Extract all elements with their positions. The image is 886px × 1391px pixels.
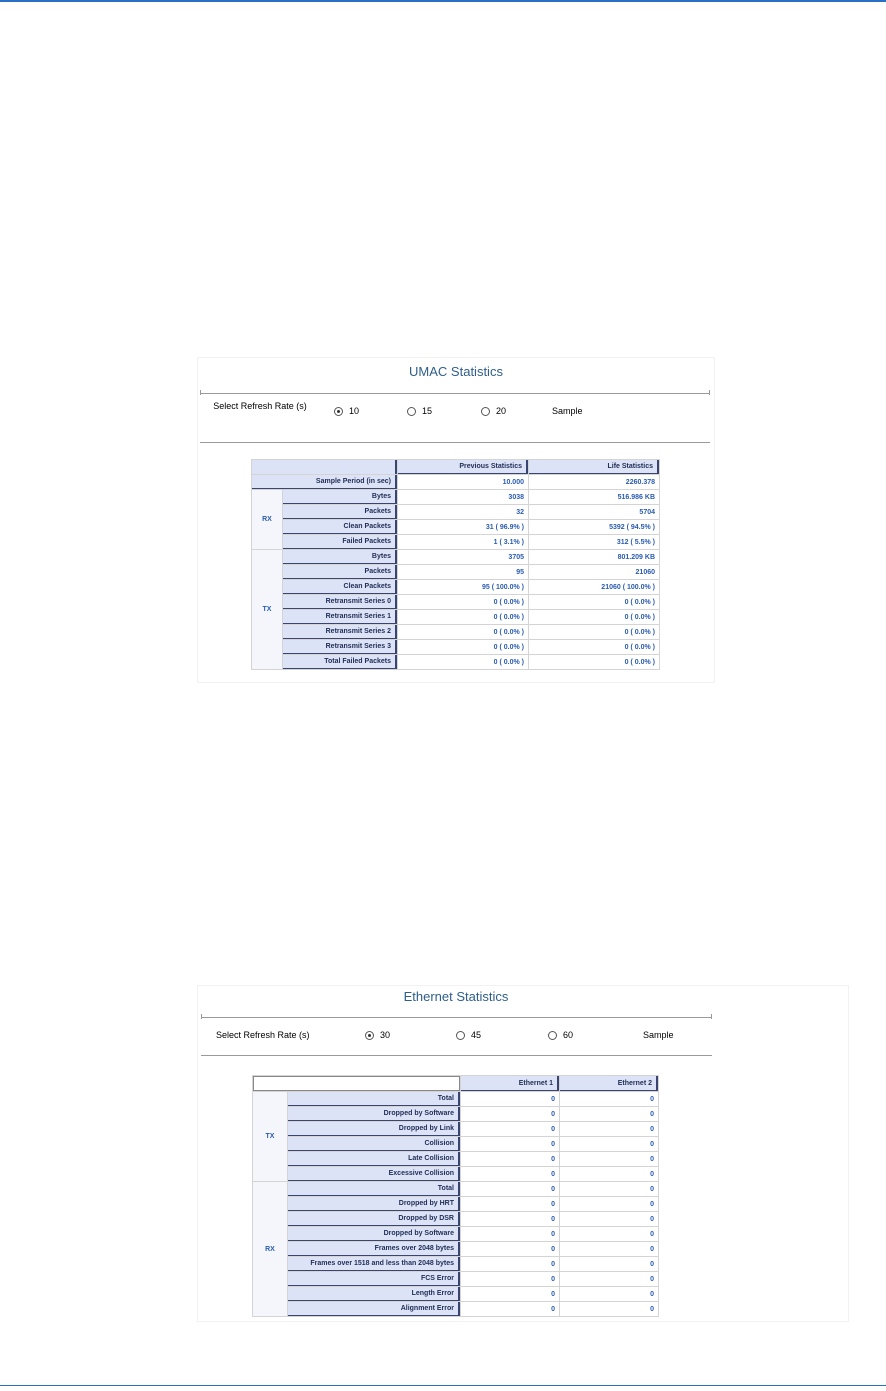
table-row bbox=[252, 565, 659, 579]
row-value: 0 bbox=[560, 1302, 658, 1316]
row-label: Retransmit Series 2 bbox=[283, 625, 397, 639]
row-group-label: RX bbox=[252, 490, 282, 549]
table-row bbox=[253, 1272, 658, 1286]
row-value: 0 bbox=[461, 1227, 559, 1241]
row-label: Dropped by Link bbox=[288, 1122, 460, 1136]
table-row bbox=[253, 1122, 658, 1136]
row-label: Excessive Collision bbox=[288, 1167, 460, 1181]
row-value: 516.986 KB bbox=[529, 490, 659, 504]
row-value: 0 bbox=[560, 1122, 658, 1136]
row-value: 5704 bbox=[529, 505, 659, 519]
umac-refresh-rate-label: Select Refresh Rate (s) bbox=[213, 401, 307, 411]
table-row bbox=[252, 610, 659, 624]
table-corner-cell bbox=[252, 460, 397, 474]
column-header: Ethernet 1 bbox=[461, 1076, 559, 1091]
radio-icon bbox=[334, 407, 343, 416]
row-value: 95 bbox=[398, 565, 528, 579]
table-header-row bbox=[252, 460, 659, 474]
table-header-row bbox=[253, 1076, 658, 1091]
table-row bbox=[253, 1167, 658, 1181]
umac-refresh-rate-bar bbox=[200, 393, 710, 443]
table-row bbox=[253, 1092, 658, 1106]
row-value: 0 bbox=[560, 1092, 658, 1106]
sample-period-value: 10.000 bbox=[398, 475, 528, 489]
table-row bbox=[253, 1302, 658, 1316]
radio-icon bbox=[548, 1031, 557, 1040]
table-row bbox=[252, 640, 659, 654]
row-group-label: TX bbox=[253, 1092, 287, 1181]
ethernet-statistics-table bbox=[252, 1075, 659, 1317]
row-label: Frames over 2048 bytes bbox=[288, 1242, 460, 1256]
row-value: 0 bbox=[461, 1257, 559, 1271]
table-row bbox=[252, 550, 659, 564]
row-label: Failed Packets bbox=[283, 535, 397, 549]
row-value: 21060 ( 100.0% ) bbox=[529, 580, 659, 594]
row-value: 0 bbox=[461, 1197, 559, 1211]
row-value: 0 bbox=[560, 1257, 658, 1271]
row-label: Packets bbox=[283, 565, 397, 579]
row-label: Dropped by DSR bbox=[288, 1212, 460, 1226]
row-label: Packets bbox=[283, 505, 397, 519]
row-value: 0 ( 0.0% ) bbox=[529, 625, 659, 639]
table-row bbox=[253, 1137, 658, 1151]
table-corner-cell bbox=[253, 1076, 460, 1091]
umac-rate-radio-2[interactable]: 20 bbox=[481, 406, 506, 416]
ethernet-sample-link[interactable]: Sample bbox=[643, 1030, 674, 1040]
row-label: Dropped by Software bbox=[288, 1227, 460, 1241]
row-value: 0 bbox=[560, 1152, 658, 1166]
table-row bbox=[253, 1182, 658, 1196]
table-row bbox=[252, 505, 659, 519]
ethernet-refresh-rate-bar bbox=[201, 1017, 712, 1056]
table-row bbox=[252, 520, 659, 534]
row-label: Total Failed Packets bbox=[283, 655, 397, 669]
row-value: 0 ( 0.0% ) bbox=[398, 625, 528, 639]
row-label: Dropped by Software bbox=[288, 1107, 460, 1121]
row-value: 801.209 KB bbox=[529, 550, 659, 564]
row-value: 0 bbox=[461, 1212, 559, 1226]
row-label: Collision bbox=[288, 1137, 460, 1151]
row-value: 0 bbox=[560, 1287, 658, 1301]
table-row bbox=[253, 1152, 658, 1166]
table-row bbox=[253, 1212, 658, 1226]
ethernet-title: Ethernet Statistics bbox=[403, 989, 509, 1004]
row-label: Alignment Error bbox=[288, 1302, 460, 1316]
row-label: Frames over 1518 and less than 2048 bytes bbox=[288, 1257, 460, 1271]
table-row bbox=[252, 475, 659, 489]
row-label: Retransmit Series 3 bbox=[283, 640, 397, 654]
radio-icon bbox=[407, 407, 416, 416]
row-value: 0 bbox=[560, 1197, 658, 1211]
table-row bbox=[252, 595, 659, 609]
table-row bbox=[252, 655, 659, 669]
row-value: 0 ( 0.0% ) bbox=[398, 640, 528, 654]
row-label: Length Error bbox=[288, 1287, 460, 1301]
row-label: Clean Packets bbox=[283, 580, 397, 594]
ethernet-refresh-rate-label: Select Refresh Rate (s) bbox=[216, 1030, 310, 1040]
row-value: 0 bbox=[461, 1272, 559, 1286]
row-label: Bytes bbox=[283, 550, 397, 564]
ethernet-statistics-panel bbox=[197, 985, 849, 1322]
row-value: 1 ( 3.1% ) bbox=[398, 535, 528, 549]
row-value: 32 bbox=[398, 505, 528, 519]
row-value: 0 bbox=[560, 1272, 658, 1286]
row-value: 21060 bbox=[529, 565, 659, 579]
row-value: 5392 ( 94.5% ) bbox=[529, 520, 659, 534]
row-value: 0 bbox=[461, 1092, 559, 1106]
row-value: 0 bbox=[461, 1302, 559, 1316]
table-row bbox=[253, 1107, 658, 1121]
row-value: 0 bbox=[461, 1167, 559, 1181]
page-bottom-rule bbox=[0, 1385, 886, 1386]
row-value: 0 ( 0.0% ) bbox=[529, 595, 659, 609]
table-row bbox=[253, 1197, 658, 1211]
row-value: 0 ( 0.0% ) bbox=[398, 595, 528, 609]
row-label: Bytes bbox=[283, 490, 397, 504]
row-value: 0 ( 0.0% ) bbox=[529, 655, 659, 669]
sample-period-label: Sample Period (in sec) bbox=[252, 475, 397, 489]
table-row bbox=[253, 1242, 658, 1256]
table-row bbox=[253, 1287, 658, 1301]
row-group-label: RX bbox=[253, 1182, 287, 1316]
column-header: Previous Statistics bbox=[398, 460, 528, 474]
row-value: 0 ( 0.0% ) bbox=[398, 655, 528, 669]
row-value: 0 bbox=[560, 1212, 658, 1226]
radio-icon bbox=[456, 1031, 465, 1040]
table-row bbox=[253, 1257, 658, 1271]
row-value: 0 ( 0.0% ) bbox=[398, 610, 528, 624]
table-row bbox=[252, 580, 659, 594]
row-value: 0 bbox=[560, 1107, 658, 1121]
ethernet-rate-radio-1[interactable]: 45 bbox=[456, 1030, 481, 1040]
table-row bbox=[252, 535, 659, 549]
row-value: 95 ( 100.0% ) bbox=[398, 580, 528, 594]
row-label: Total bbox=[288, 1092, 460, 1106]
column-header: Life Statistics bbox=[529, 460, 659, 474]
umac-statistics-table bbox=[251, 459, 660, 670]
row-value: 0 bbox=[461, 1152, 559, 1166]
row-group-label: TX bbox=[252, 550, 282, 669]
row-label: Total bbox=[288, 1182, 460, 1196]
row-value: 312 ( 5.5% ) bbox=[529, 535, 659, 549]
row-value: 0 bbox=[461, 1137, 559, 1151]
umac-title: UMAC Statistics bbox=[409, 364, 503, 379]
row-value: 0 ( 0.0% ) bbox=[529, 640, 659, 654]
umac-rate-radio-1[interactable]: 15 bbox=[407, 406, 432, 416]
row-value: 3705 bbox=[398, 550, 528, 564]
row-value: 0 bbox=[461, 1287, 559, 1301]
row-label: Late Collision bbox=[288, 1152, 460, 1166]
table-row bbox=[253, 1227, 658, 1241]
radio-icon bbox=[365, 1031, 374, 1040]
row-value: 0 ( 0.0% ) bbox=[529, 610, 659, 624]
row-value: 0 bbox=[560, 1227, 658, 1241]
row-value: 0 bbox=[560, 1167, 658, 1181]
column-header: Ethernet 2 bbox=[560, 1076, 658, 1091]
ethernet-rate-radio-2[interactable]: 60 bbox=[548, 1030, 573, 1040]
row-value: 0 bbox=[461, 1107, 559, 1121]
row-label: Dropped by HRT bbox=[288, 1197, 460, 1211]
ethernet-rate-radio-0[interactable]: 30 bbox=[365, 1030, 390, 1040]
umac-rate-radio-0[interactable]: 10 bbox=[334, 406, 359, 416]
row-value: 3038 bbox=[398, 490, 528, 504]
umac-statistics-panel bbox=[197, 357, 715, 683]
row-label: Retransmit Series 0 bbox=[283, 595, 397, 609]
sample-period-value: 2260.378 bbox=[529, 475, 659, 489]
page-top-rule bbox=[0, 0, 886, 2]
table-row bbox=[252, 625, 659, 639]
row-label: FCS Error bbox=[288, 1272, 460, 1286]
row-value: 0 bbox=[461, 1122, 559, 1136]
row-label: Clean Packets bbox=[283, 520, 397, 534]
row-value: 0 bbox=[461, 1242, 559, 1256]
umac-sample-link[interactable]: Sample bbox=[552, 406, 583, 416]
row-value: 0 bbox=[560, 1242, 658, 1256]
row-value: 31 ( 96.9% ) bbox=[398, 520, 528, 534]
row-label: Retransmit Series 1 bbox=[283, 610, 397, 624]
row-value: 0 bbox=[461, 1182, 559, 1196]
table-row bbox=[252, 490, 659, 504]
radio-icon bbox=[481, 407, 490, 416]
row-value: 0 bbox=[560, 1137, 658, 1151]
row-value: 0 bbox=[560, 1182, 658, 1196]
